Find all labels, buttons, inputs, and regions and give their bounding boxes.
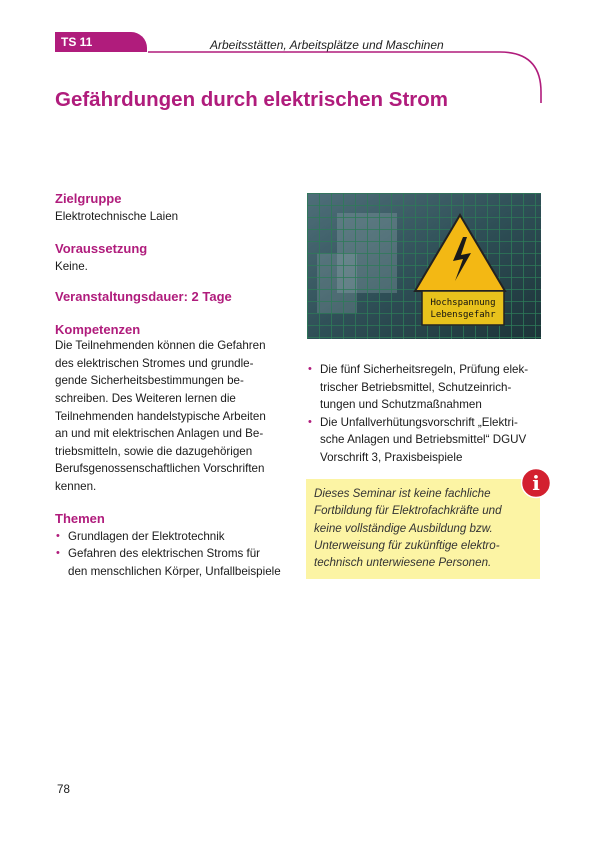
text-line: an und mit elektrischen Anlagen und Be-	[55, 427, 264, 441]
info-icon	[520, 467, 552, 499]
info-box	[306, 479, 540, 579]
list-item: • Die Unfallverhütungsvorschrift „Elektri- sche Anlagen und Betriebsmittel“ DGUV Vorschrift 3, Praxisbeispiele	[308, 415, 527, 464]
bullet-icon: •	[56, 529, 60, 542]
dauer-heading: Veranstaltungsdauer: 2 Tage	[55, 289, 232, 305]
left-column	[55, 191, 295, 580]
high-voltage-photo	[307, 193, 541, 339]
bullet-icon: •	[308, 363, 312, 375]
text-line: Dieses Seminar ist keine fachliche	[314, 487, 491, 500]
kompetenzen-text	[55, 337, 295, 495]
text-line: Unterweisung für zukünftige elektro-	[314, 538, 500, 552]
page-number: 78	[57, 783, 70, 796]
text-line: schreiben. Des Weiteren lernen die	[55, 391, 236, 405]
text-line: Die Teilnehmenden können die Gefahren	[55, 339, 266, 353]
list-item: • Grundlagen der Elektrotechnik	[55, 528, 295, 546]
bullet-icon: •	[308, 415, 312, 428]
text-line: Teilnehmenden handelstypische Arbeiten	[55, 409, 266, 423]
page-title: Gefährdungen durch elektrischen Strom	[55, 88, 448, 111]
svg-text:i: i	[532, 471, 540, 495]
zielgruppe-text: Elektrotechnische Laien	[55, 210, 179, 223]
list-item: • Gefahren des elektrischen Stroms für den menschlichen Körper, Unfallbeispiele	[56, 547, 281, 578]
info-text	[314, 485, 536, 571]
text-line: technisch unterwiesene Personen.	[314, 556, 492, 570]
sign-text-line2: Lebensgefahr	[430, 310, 496, 320]
voraussetzung-text: Keine.	[55, 259, 88, 273]
themen-list-right	[307, 361, 547, 467]
list-item: • Die fünf Sicherheitsregeln, Prüfung elek- trischer Betriebsmittel, Schutzeinrich- tungen und Schutzmaßnahmen	[308, 363, 529, 412]
sign-text-line1: Hochspannung	[430, 298, 496, 308]
text-line: gende Sicherheitsbestimmungen be-	[55, 374, 244, 388]
section-tab	[55, 32, 147, 52]
text-line: des elektrischen Stromes und grundle-	[55, 356, 254, 370]
text-line: keine vollständige Ausbildung bzw.	[314, 521, 493, 535]
section-tab-label: TS 11	[61, 35, 93, 49]
themen-heading: Themen	[55, 510, 105, 526]
kompetenzen-heading: Kompetenzen	[55, 322, 141, 338]
themen-list-left	[55, 528, 295, 581]
running-header-title: Arbeitsstätten, Arbeitsplätze und Maschinen	[210, 38, 444, 52]
voraussetzung-heading: Voraussetzung	[55, 240, 148, 256]
text-line: Fortbildung für Elektrofachkräfte und	[314, 504, 502, 518]
text-line: Berufsgenossenschaftlichen Vorschriften	[55, 462, 265, 476]
right-column	[307, 361, 547, 467]
text-line: triebsmitteln, sowie die dazugehörigen	[55, 444, 253, 458]
bullet-icon: •	[56, 547, 60, 560]
zielgruppe-heading: Zielgruppe	[55, 191, 122, 206]
text-line: kennen.	[55, 479, 97, 493]
